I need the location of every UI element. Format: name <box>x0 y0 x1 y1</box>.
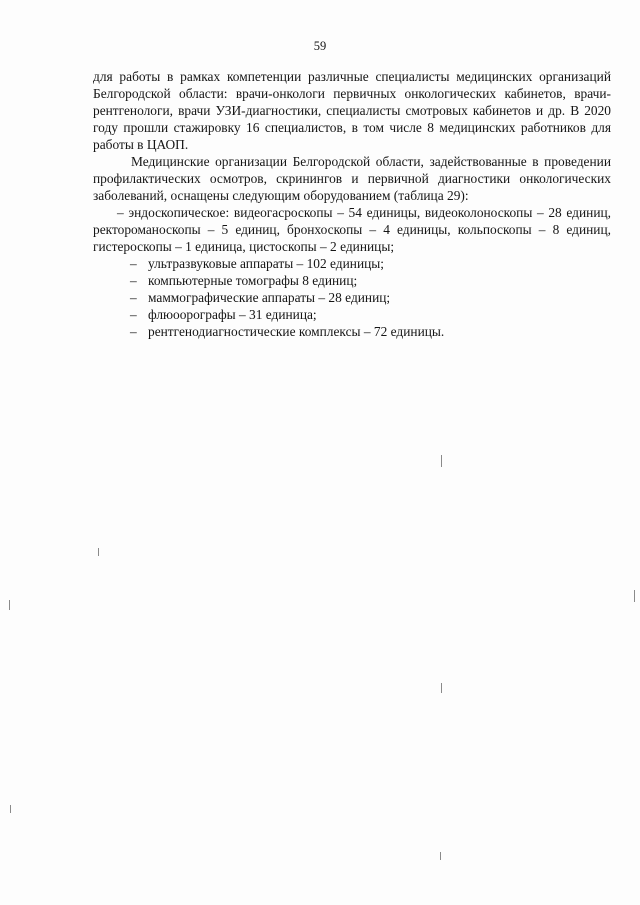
scan-speck <box>634 590 635 602</box>
list-item-text: маммографические аппараты – 28 единиц; <box>148 290 391 305</box>
paragraph-endoscopic: – эндоскопическое: видеогасроскопы – 54 единицы, видеоколоноскопы – 28 единиц, ректороманоскопы – 5 единиц, бронхоскопы – 4 единицы, кольпоскопы – 8 единиц, гистероскопы – 1 единица, цистоскопы – 2 единицы; <box>93 205 611 254</box>
scan-speck <box>441 683 442 693</box>
scan-speck <box>9 600 10 610</box>
list-dash: – <box>130 324 137 339</box>
scan-speck <box>10 805 11 813</box>
scan-speck <box>441 455 442 467</box>
equipment-list <box>93 255 611 340</box>
scan-speck <box>98 548 99 556</box>
list-dash: – <box>130 290 137 305</box>
page-number: 59 <box>313 39 327 53</box>
body-text <box>93 68 611 340</box>
list-item <box>93 255 611 272</box>
list-item-text: компьютерные томографы 8 единиц; <box>148 273 358 288</box>
list-item-text: ультразвуковые аппараты – 102 единицы; <box>148 256 384 271</box>
scan-speck <box>440 852 441 860</box>
paragraph-specialists: для работы в рамках компетенции различные специалисты медицинских организаций Белгородской области: врачи-онкологи первичных онкологических кабинетов, врачи-рентгенологи, врачи УЗИ-диагностики, специалисты смотровых кабинетов и др. В 2020 году прошли стажировку 16 специалистов, в том числе 8 медицинских работников для работы в ЦАОП. <box>93 69 611 152</box>
list-item <box>93 306 611 323</box>
paragraph-equipment-intro: Медицинские организации Белгородской области, задействованные в проведении профилактических осмотров, скринингов и первичной диагностики онкологических заболеваний, оснащены следующим оборудованием (таблица 29): <box>93 154 611 203</box>
list-item <box>93 289 611 306</box>
list-dash: – <box>130 307 137 322</box>
list-dash: – <box>130 273 137 288</box>
list-item-text: флюоорографы – 31 единица; <box>148 307 317 322</box>
list-dash: – <box>130 256 137 271</box>
list-item <box>93 323 611 340</box>
list-item-text: рентгенодиагностические комплексы – 72 единицы. <box>148 324 445 339</box>
list-item <box>93 272 611 289</box>
